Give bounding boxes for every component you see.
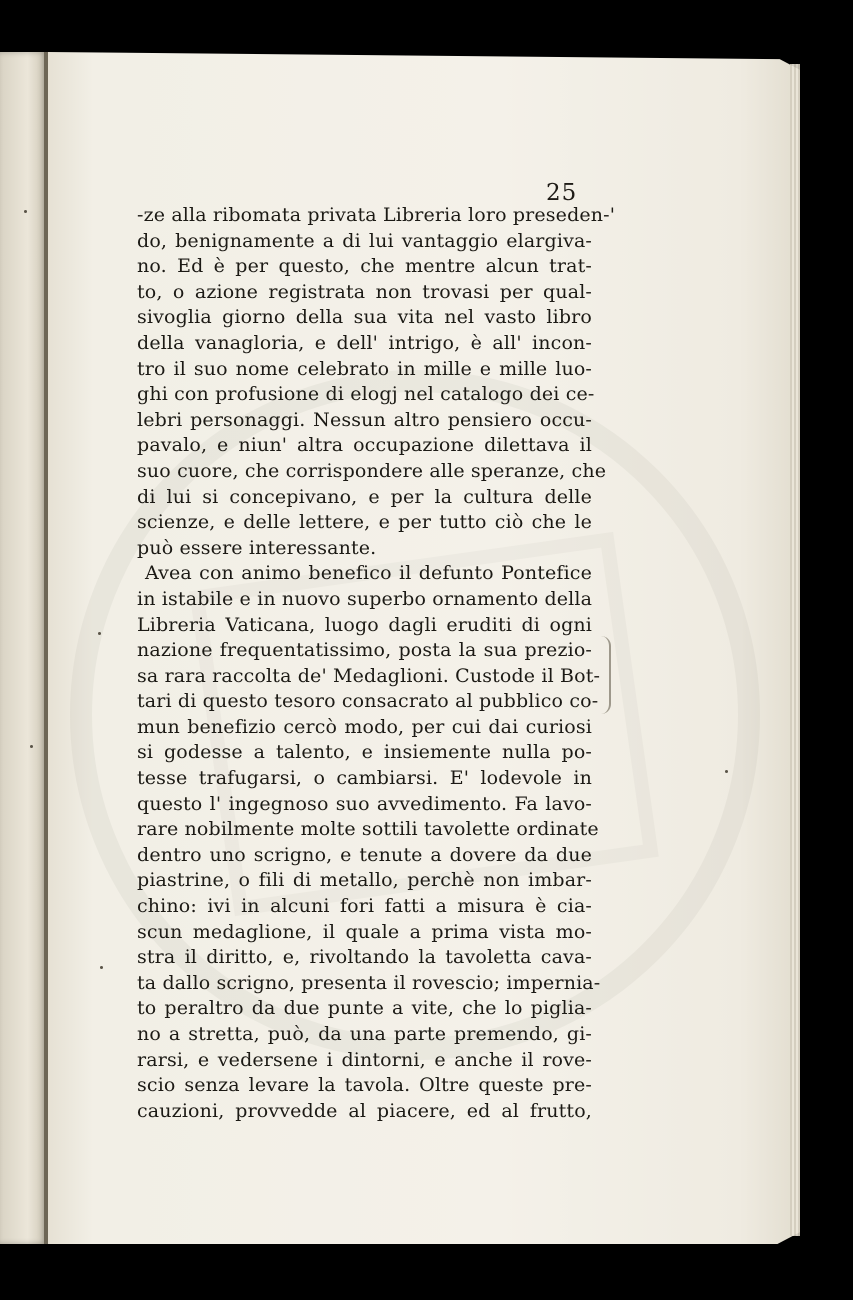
text-line: scio senza levare la tavola. Oltre queste pre- [137, 1074, 592, 1097]
text-line: ghi con profusione di elogj nel catalogo dei ce- [137, 383, 595, 406]
paper-speck [30, 745, 33, 748]
text-line: sa rara raccolta de' Medaglioni. Custode il Bot- [137, 664, 601, 687]
text-line: to, o azione registrata non trovasi per qual- [137, 280, 592, 303]
text-line: di lui si concepivano, e per la cultura delle [137, 485, 592, 508]
text-line: questo l' ingegnoso suo avvedimento. Fa lavo- [137, 792, 592, 815]
text-line: no. Ed è per questo, che mentre alcun trat- [137, 255, 592, 278]
page-fore-edge [790, 64, 800, 1236]
text-line: in istabile e in nuovo superbo ornamento della [137, 587, 593, 610]
text-line: rare nobilmente molte sottili tavolette ordinate [137, 818, 599, 841]
text-line: mun benefizio cercò modo, per cui dai curiosi [137, 715, 592, 738]
text-line: scun medaglione, il quale a prima vista mo- [137, 920, 592, 943]
text-line: sivoglia giorno della sua vita nel vasto libro [137, 306, 592, 329]
page-body-text [137, 203, 616, 1124]
text-line: tro il suo nome celebrato in mille e mille luo- [137, 357, 592, 380]
paragraph-first-line: Avea con animo benefico il defunto Pontefice [145, 562, 592, 585]
text-line: pavalo, e niun' altra occupazione dilettava il [137, 434, 592, 457]
text-line: no a stretta, può, da una parte premendo, gi- [137, 1023, 592, 1045]
text-line: ta dallo scrigno, presenta il rovescio; imperniа- [137, 971, 601, 994]
text-line: può essere interessante. [137, 536, 377, 559]
text-line: lebri personaggi. Nessun altro pensiero occu- [137, 408, 592, 431]
book-gutter [44, 52, 48, 1244]
marginal-bracket-mark [597, 636, 611, 714]
text-line: tari di questo tesoro consacrato al pubblico co- [137, 690, 599, 713]
text-line: stra il diritto, e, rivoltando la tavoletta cava- [137, 946, 592, 969]
text-line: scienze, e delle lettere, e per tutto ciò che le [137, 511, 592, 534]
text-line: nazione frequentatissimo, posta la sua prezio- [137, 639, 592, 662]
paper-speck [24, 210, 27, 213]
text-line: chino: ivi in alcuni fori fatti a misura è cia- [137, 895, 592, 918]
paper-speck [98, 632, 101, 635]
text-line: to peraltro da due punte a vite, che lo piglia- [137, 997, 592, 1020]
text-line: della vanagloria, e dell' intrigo, è all' incon- [137, 331, 592, 354]
left-facing-page-edge [0, 52, 46, 1244]
text-line: si godesse a talento, e insiemente nulla po- [137, 741, 592, 764]
paper-speck [725, 770, 728, 773]
page-number: 25 [546, 180, 578, 206]
text-line: -ze alla ribomata privata Libreria loro preseden-' [137, 204, 616, 226]
text-line: do, benignamente a di lui vantaggio elargiva- [137, 229, 592, 252]
text-line: suo cuore, che corrispondere alle speranze, che [137, 459, 607, 482]
text-line: rarsi, e vedersene i dintorni, e anche il rove- [137, 1048, 592, 1071]
text-line: Libreria Vaticana, luogo dagli eruditi di ogni [137, 613, 592, 636]
text-line: piastrine, o fili di metallo, perchè non imbar- [137, 869, 592, 892]
paper-speck [100, 966, 103, 969]
text-line: cauzioni, provvedde al piacere, ed al frutto, [137, 1099, 592, 1122]
text-line: tesse trafugarsi, o cambiarsi. E' lodevole in [137, 767, 592, 790]
text-line: dentro uno scrigno, e tenute a dovere da due [137, 843, 592, 866]
